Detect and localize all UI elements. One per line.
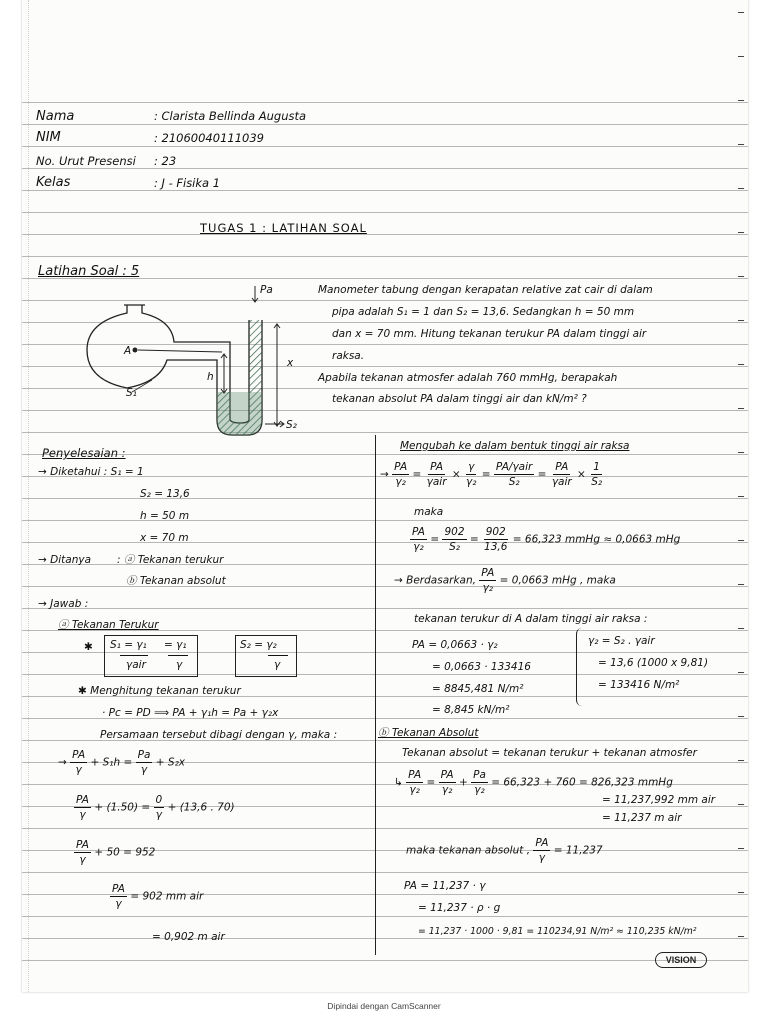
- edge-tick: [738, 540, 744, 541]
- eq3: $\frac{PA}{\gamma}$ + 50 = 952: [76, 839, 156, 866]
- box1-d: γ: [176, 659, 183, 671]
- box1-fraction-line-2: [168, 655, 188, 656]
- box1-b: = γ₁: [164, 639, 187, 651]
- diagram-label-s1: S₁: [126, 387, 137, 399]
- edge-tick: [738, 188, 744, 189]
- berdasarkan-eq: → Berdasarkan, $\frac{PA}{\text{γ₂}}$ = 0,0663 mHg , maka: [394, 567, 616, 594]
- eq5: = 0,902 m air: [152, 931, 225, 943]
- edge-tick: [738, 496, 744, 497]
- edge-tick: [738, 232, 744, 233]
- notebook-page: [22, 0, 748, 992]
- gamma-line-3: = 133416 N/m²: [598, 679, 680, 691]
- problem-text-1d: raksa.: [332, 350, 365, 362]
- margin-line: [28, 0, 29, 992]
- edge-tick: [738, 320, 744, 321]
- maka-label: maka: [414, 506, 444, 518]
- edge-tick: [738, 804, 744, 805]
- calc-eq: $\frac{PA}{\text{γ₂}}$ = $\frac{902}{\text{S₂}}$ = $\frac{902}{13,6}$ = 66,323 mmHg ≈ 0,0663 mHg: [412, 526, 681, 553]
- edge-tick: [738, 144, 744, 145]
- ruled-line: [22, 234, 748, 235]
- diagram-label-x: x: [287, 357, 294, 369]
- tekanan-di-a: tekanan terukur di A dalam tinggi air raksa :: [414, 613, 648, 625]
- edge-tick: [738, 364, 744, 365]
- ruled-line: [22, 212, 748, 213]
- edge-tick: [738, 408, 744, 409]
- ruled-line: [22, 102, 748, 103]
- problem-text-1b: pipa adalah S₁ = 1 dan S₂ = 13,6. Sedangkan h = 50 mm: [332, 306, 635, 318]
- edge-tick: [738, 716, 744, 717]
- edge-tick: [738, 12, 744, 13]
- ditanya-a: : ⓐ Tekanan terukur: [117, 554, 224, 566]
- diagram-label-a: A: [124, 345, 132, 357]
- edge-tick: [738, 584, 744, 585]
- dibagi-text: Persamaan tersebut dibagi dengan γ, maka :: [100, 729, 338, 741]
- pa-line-4: = 8,845 kN/m²: [432, 704, 510, 716]
- a-title: ⓐ Tekanan Terukur: [58, 619, 159, 631]
- penyelesaian-label: Penyelesaian :: [42, 446, 126, 460]
- presensi-value: : 23: [154, 154, 177, 168]
- problem-text-1a: Manometer tabung dengan kerapatan relative zat cair di dalam: [318, 284, 653, 296]
- mengubah-label: Mengubah ke dalam bentuk tinggi air raksa: [400, 440, 630, 452]
- eq4: $\frac{PA}{\gamma}$ = 902 mm air: [112, 883, 204, 910]
- diagram-label-h: h: [207, 371, 214, 383]
- ruled-line: [22, 872, 748, 873]
- abs-result-1: = 11,237,992 mm air: [602, 794, 716, 806]
- edge-tick: [738, 936, 744, 937]
- conversion-eq: → $\frac{PA}{\text{γ₂}}$ = $\frac{PA}{\text{γair}}$ × $\frac{\gamma}{\text{γ₂}}$ = $\frac{\text{PA/γair}}{\text{S₂}}$ = $\frac{PA}{\text{γair}}$ × $\frac{1}{\text{S₂}}$: [380, 461, 603, 488]
- eq1: → $\frac{PA}{\gamma}$ + S₁h = $\frac{Pa}{\gamma}$ + S₂x: [58, 749, 185, 776]
- b-title: ⓑ Tekanan Absolut: [378, 727, 479, 739]
- jawab-label: → Jawab :: [38, 598, 89, 610]
- brace: [576, 628, 585, 706]
- nim-label: NIM: [36, 130, 61, 145]
- kelas-label: Kelas: [36, 175, 71, 190]
- box2-b: γ: [274, 659, 281, 671]
- edge-tick: [738, 672, 744, 673]
- final-line-1: PA = 11,237 · γ: [404, 880, 486, 892]
- column-divider: [375, 435, 376, 955]
- ruled-line: [22, 608, 748, 609]
- ditanya-b: ⓑ Tekanan absolut: [126, 575, 226, 587]
- abs-definition: Tekanan absolut = tekanan terukur + tekanan atmosfer: [402, 747, 697, 759]
- diagram-label-pa: Pa: [260, 284, 273, 296]
- eq2: $\frac{PA}{\gamma}$ + (1.50) = $\frac{0}{\gamma}$ + (13,6 . 70): [76, 794, 235, 821]
- gamma-line-1: γ₂ = S₂ . γair: [588, 635, 655, 647]
- ruled-line: [22, 520, 748, 521]
- ruled-line: [22, 498, 748, 499]
- problem-text-1c: dan x = 70 mm. Hitung tekanan terukur PA dalam tinggi air: [332, 328, 647, 340]
- edge-tick: [738, 56, 744, 57]
- edge-tick: [738, 892, 744, 893]
- ruled-line: [22, 916, 748, 917]
- edge-tick: [738, 848, 744, 849]
- pa-line-3: = 8845,481 N/m²: [432, 683, 524, 695]
- diketahui-h: h = 50 m: [140, 510, 190, 522]
- diketahui-x: x = 70 m: [140, 532, 189, 544]
- box2-fraction-line: [268, 655, 288, 656]
- pa-line-2: = 0,0663 · 133416: [432, 661, 531, 673]
- pc-pd-eq: · Pc = PD ⟹ PA + γ₁h = Pa + γ₂x: [102, 707, 279, 719]
- box2-a: S₂ = γ₂: [240, 639, 277, 651]
- edge-tick: [738, 760, 744, 761]
- page-title: TUGAS 1 : LATIHAN SOAL: [200, 221, 367, 235]
- ruled-line: [22, 124, 748, 125]
- pa-line-1: PA = 0,0663 · γ₂: [412, 639, 498, 651]
- ruled-line: [22, 256, 748, 257]
- edge-tick: [738, 276, 744, 277]
- problem-text-2b: tekanan absolut PA dalam tinggi air dan kN/m² ?: [332, 393, 587, 405]
- box1-fraction-line: [120, 655, 148, 656]
- menghitung-label: ✱ Menghitung tekanan terukur: [78, 685, 241, 697]
- edge-tick: [738, 452, 744, 453]
- presensi-label: No. Urut Presensi: [36, 154, 136, 168]
- gamma-line-2: = 13,6 (1000 x 9,81): [598, 657, 709, 669]
- manometer-diagram: [72, 280, 322, 440]
- final-line-2: = 11,237 · ρ · g: [418, 902, 501, 914]
- ruled-line: [22, 168, 748, 169]
- abs-eq: ↳ $\frac{PA}{\text{γ₂}}$ = $\frac{PA}{\text{γ₂}}$ + $\frac{Pa}{\text{γ₂}}$ = 66,323 + 760 = 826,323 mmHg: [394, 769, 673, 796]
- ditanya-label: → Ditanya: [38, 554, 91, 566]
- nama-label: Nama: [36, 109, 75, 124]
- box1-c: γair: [126, 659, 146, 671]
- ruled-line: [22, 454, 748, 455]
- final-line-3: = 11,237 · 1000 · 9,81 = 110234,91 N/m² ≈ 110,235 kN/m²: [418, 926, 697, 937]
- nama-value: : Clarista Bellinda Augusta: [154, 109, 307, 123]
- box-star: ✱: [84, 641, 93, 653]
- diketahui-s1: → Diketahui : S₁ = 1: [38, 466, 144, 478]
- ruled-line: [22, 828, 748, 829]
- ruled-line: [22, 146, 748, 147]
- scanner-footer: Dipindai dengan CamScanner: [327, 1001, 441, 1011]
- edge-tick: [738, 628, 744, 629]
- edge-tick: [738, 100, 744, 101]
- diagram-label-s2: S₂: [286, 419, 297, 431]
- diketahui-s2: S₂ = 13,6: [140, 488, 190, 500]
- abs-result-2: = 11,237 m air: [602, 812, 682, 824]
- maka-abs: maka tekanan absolut , $\frac{PA}{\gamma}$ = 11,237: [406, 837, 603, 864]
- kelas-value: : J - Fisika 1: [154, 176, 221, 190]
- ruled-line: [22, 960, 748, 961]
- vision-logo: VISION: [655, 952, 707, 968]
- problem-text-2a: Apabila tekanan atmosfer adalah 760 mmHg, berapakah: [318, 372, 618, 384]
- ruled-line: [22, 190, 748, 191]
- box1-a: S₁ = γ₁: [110, 639, 147, 651]
- nim-value: : 21060040111039: [154, 131, 264, 145]
- problem-heading: Latihan Soal : 5: [38, 264, 140, 279]
